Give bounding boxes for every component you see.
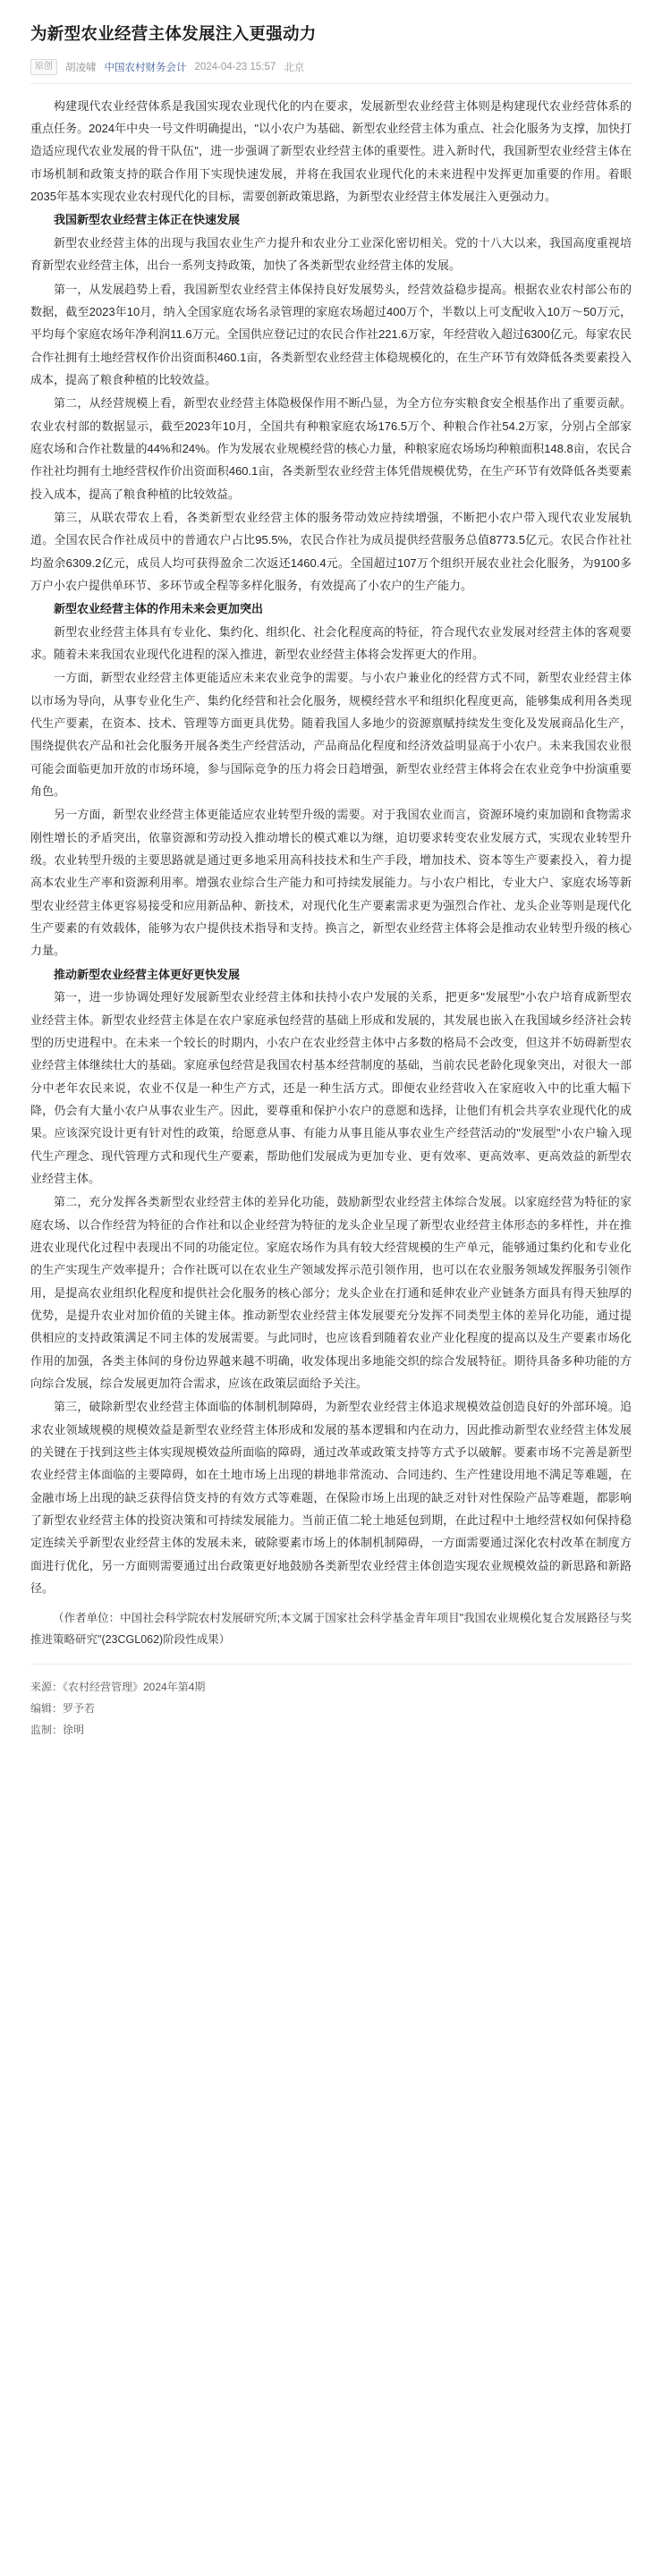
section-heading: 新型农业经营主体的作用未来会更加突出	[54, 602, 264, 616]
author-name[interactable]: 胡凌啸	[65, 62, 97, 73]
article-meta	[30, 59, 632, 84]
original-badge: 原创	[30, 59, 57, 75]
paragraph: 新型农业经营主体具有专业化、集约化、组织化、社会化程度高的特征，符合现代农业发展对经营主体的客观要求。随着未来我国农业现代化进程的深入推进，新型农业经营主体将会发挥更大的作用。	[30, 624, 632, 661]
section-heading: 推动新型农业经营主体更好更快发展	[54, 967, 241, 981]
article-body	[30, 95, 632, 1600]
publish-location: 北京	[284, 62, 305, 73]
paragraph: 第一，进一步协调处理好发展新型农业经营主体和扶持小农户发展的关系，把更多"发展型"小农户培育成新型农业经营主体。新型农业经营主体是在农户家庭承包经营的基础上形成和发展的，其发展也嵌入在我国域乡经济社会转型的历史进程中。在未来一个较长的时期内，小农户在农业经营主体中占多数的格局不会改变，但这并不妨碍新型农业经营主体继续壮大的基础。家庭承包经营是我国农村基本经营制度的基础，当前农民老龄化现象突出，对很大一部分中老年农民来说，农业不仅是一种生产方式，还是一种生活方式。即便农业经营收入在家庭收入中的比重大幅下降，仍会有大量小农户从事农业生产。因此，要尊重和保护小农户的意愿和选择，让他们有机会共享农业现代化的成果。应该深究设计更有针对性的政策，给愿意从事、有能力从事且能从事农业生产经营活动的"发展型"小农户输入现代生产理念、现代管理方式和现代生产要素，帮助他们发展成为更加专业、更有效率、更高效率、更高效益的新型农业经营主体。	[30, 990, 632, 1185]
paragraph: 一方面，新型农业经营主体更能适应未来农业竞争的需要。与小农户兼业化的经营方式不同，新型农业经营主体以市场为导向，从事专业化生产、集约化经营和社会化服务，规模经营水平和组织化程度更高，能够集成利用各类现代生产要素，在资本、技术、管理等方面更具优势。随着我国人多地少的资源禀赋持续发生变化及发展商品化生产，围绕提供农产品和社会化服务开展各类生产经营活动，产品商品化程度和经济效益明显高于小农户。未来我国农业很可能会面临更加开放的市场环境，参与国际竞争的压力将会日趋增强，新型农业经营主体将会在农业竞争中扮演重要角色。	[30, 671, 632, 799]
footer-editor: 编辑：罗予若	[30, 1701, 96, 1715]
section-heading: 我国新型农业经营主体正在快速发展	[54, 213, 241, 227]
paragraph: 第三，破除新型农业经营主体面临的体制机制障碍，为新型农业经营主体追求规模效益创造良好的外部环境。追求农业领域规模的规模效益是新型农业经营主体形成和发展的基本逻辑和内在动力，因此推动新型农业经营主体发展的关键在于找到这些主体实现规模效益所面临的障碍，通过改革或政策支持等方式予以破解。要素市场不完善是新型农业经营主体面临的主要障碍，如在土地市场上出现的耕地非常流动、合同违约、生产性建设用地不满足等难题，在金融市场上出现的缺乏获得信贷支持的有效方式等难题，在保险市场上出现的缺乏对针对性保险产品等难题，都影响了新型农业经营主体的投资决策和可持续发展能力。当前正值二轮土地延包到期，在此过程中土地经营权如何保持稳定连续关乎新型农业经营主体的发展未来，破除要素市场上的体制机制障碍，一方面需要通过深化农村改革在制度方面进行优化，另一方面则需要通过出台政策更好地鼓励各类新型农业经营主体创造实现农业规模效益的新思路和新路径。	[30, 1400, 632, 1596]
page-title: 为新型农业经营主体发展注入更强动力	[30, 24, 317, 43]
paragraph: 第三，从联农带农上看，各类新型农业经营主体的服务带动效应持续增强，不断把小农户带入现代农业发展轨道。全国农民合作社成员中的普通农户占比95.5%，农民合作社为成员提供经营服务总值8773.5亿元。农民合作社社均盈余6309.2亿元，成员人均可获得盈余二次返还1460.4元。全国超过107万个组织开展农业社会化服务，为9100多万户小农户提供单环节、多环节或全程等多样化服务，有效提高了小农户的生产能力。	[30, 510, 632, 592]
source-name[interactable]: 中国农村财务会计	[104, 62, 187, 73]
paragraph: 第二，从经营规模上看，新型农业经营主体隐极保作用不断凸显，为全方位夯实粮食安全根基作出了重要贡献。农业农村部的数据显示，截至2023年10月，全国共有种粮家庭农场176.5万个、种粮合作社54.2万家，分别占全部家庭农场和合作社数量的44%和24%。作为发展农业规模经营的核心力量，种粮家庭农场场均种粮面积148.8亩，农民合作社社均拥有土地经营权作价出资面积460.1亩，各类新型农业经营主体凭借规模优势，在生产环节有效降低各类要素投入成本，提高了粮食种植的比较效益。	[30, 396, 632, 501]
publish-date: 2024-04-23 15:57	[194, 61, 276, 72]
footer-source: 来源：《农村经营管理》2024年第4期	[30, 1680, 206, 1693]
article-footer	[30, 1677, 632, 1740]
footer-divider	[30, 1664, 632, 1665]
footer-supervisor: 监制：徐明	[30, 1723, 85, 1736]
paragraph: 构建现代农业经营体系是我国实现农业现代化的内在要求，发展新型农业经营主体则是构建现代农业经营体系的重点任务。2024年中央一号文件明确提出，"以小农户为基础、新型农业经营主体为重点、社会化服务为支撑，加快打造适应现代农业发展的骨干队伍"，进一步强调了新型农业经营主体的重要性。进入新时代，我国新型农业经营主体在市场机制和政策支持的联合作用下实现快速发展，并将在我国农业现代化的未来进程中发挥更加重要的作用。着眼2035年基本实现农业农村现代化的目标，需要创新政策思路，为新型农业经营主体发展注入更强动力。	[30, 98, 632, 204]
author-note: （作者单位：中国社会科学院农村发展研究所;本文属于国家社会科学基金青年项目"我国农业规模化复合发展路径与奖推进策略研究"(23CGL062)阶段性成果）	[30, 1612, 632, 1647]
paragraph: 第一，从发展趋势上看，我国新型农业经营主体保持良好发展势头，经营效益稳步提高。根据农业农村部公布的数据，截至2023年10月，纳入全国家庭农场名录管理的家庭农场超过400万个，半数以上可支配收入10万～50万元，平均每个家庭农场年净利润11.6万元。全国供应登记过的农民合作社221.6万家，年经营收入超过6300亿元。每家农民合作社拥有土地经营权作价出资面积460.1亩，各类新型农业经营主体稳规模化的，在生产环节有效降低各类要素投入成本，提高了粮食种植的比较效益。	[30, 282, 632, 386]
paragraph: 第二，充分发挥各类新型农业经营主体的差异化功能，鼓励新型农业经营主体综合发展。以家庭经营为特征的家庭农场、以合作经营为特征的合作社和以企业经营为特征的龙头企业呈现了新型农业经营主体形态的多样性，并在推进农业现代化过程中表现出不同的功能定位。家庭农场作为具有较大经营规模的生产单元，能够通过集约化和专业化的生产实现生产效率提升；合作社既可以在农业生产领域发挥示范引领作用，也可以在农业服务领域发挥服务引领作用，是提高农业组织化程度和提供社会化服务的核心部分；龙头企业在打通和延伸农业产业链条方面具有得天独厚的优势，是提升农业对加价值的关键主体。推动新型农业经营主体发展要充分发挥不同类型主体的差异化功能，通过提供相应的支持政策满足不同主体的发展需要。与此同时，也应该看到随着农业产业化程度的提高以及生产要素市场化作用的加强，各类主体间的身份边界越来越不明确，收发体现出多地能交织的综合发展特征。期待具备多种功能的方向综合发展，综合发展更加符合需求，应该在政策层面给予关注。	[30, 1195, 632, 1390]
paragraph: 另一方面，新型农业经营主体更能适应农业转型升级的需要。对于我国农业而言，资源环境约束加剧和食物需求刚性增长的矛盾突出，依靠资源和劳动投入推动增长的模式难以为继，迫切要求转变农业发展方式，实现农业转型升级。农业转型升级的主要思路就是通过更多地采用高科技技术和生产手段，增加技术、资本等生产要素投入，着力提高本农业生产率和资源利用率。增强农业综合生产能力和可持续发展能力。与小农户相比，专业大户、家庭农场等新型农业经营主体更容易接受和应用新品种、新技术，对现代化生产要素需求更为强烈合作社、龙头企业等则是现代化生产要素的有效载体，能够为农户提供技术指导和支持。换言之，新型农业经营主体将会是推动农业转型升级的核心力量。	[30, 808, 632, 958]
paragraph: 新型农业经营主体的出现与我国农业生产力提升和农业分工业深化密切相关。党的十八大以来，我国高度重视培育新型农业经营主体，出台一系列支持政策，加快了各类新型农业经营主体的发展。	[30, 235, 632, 273]
